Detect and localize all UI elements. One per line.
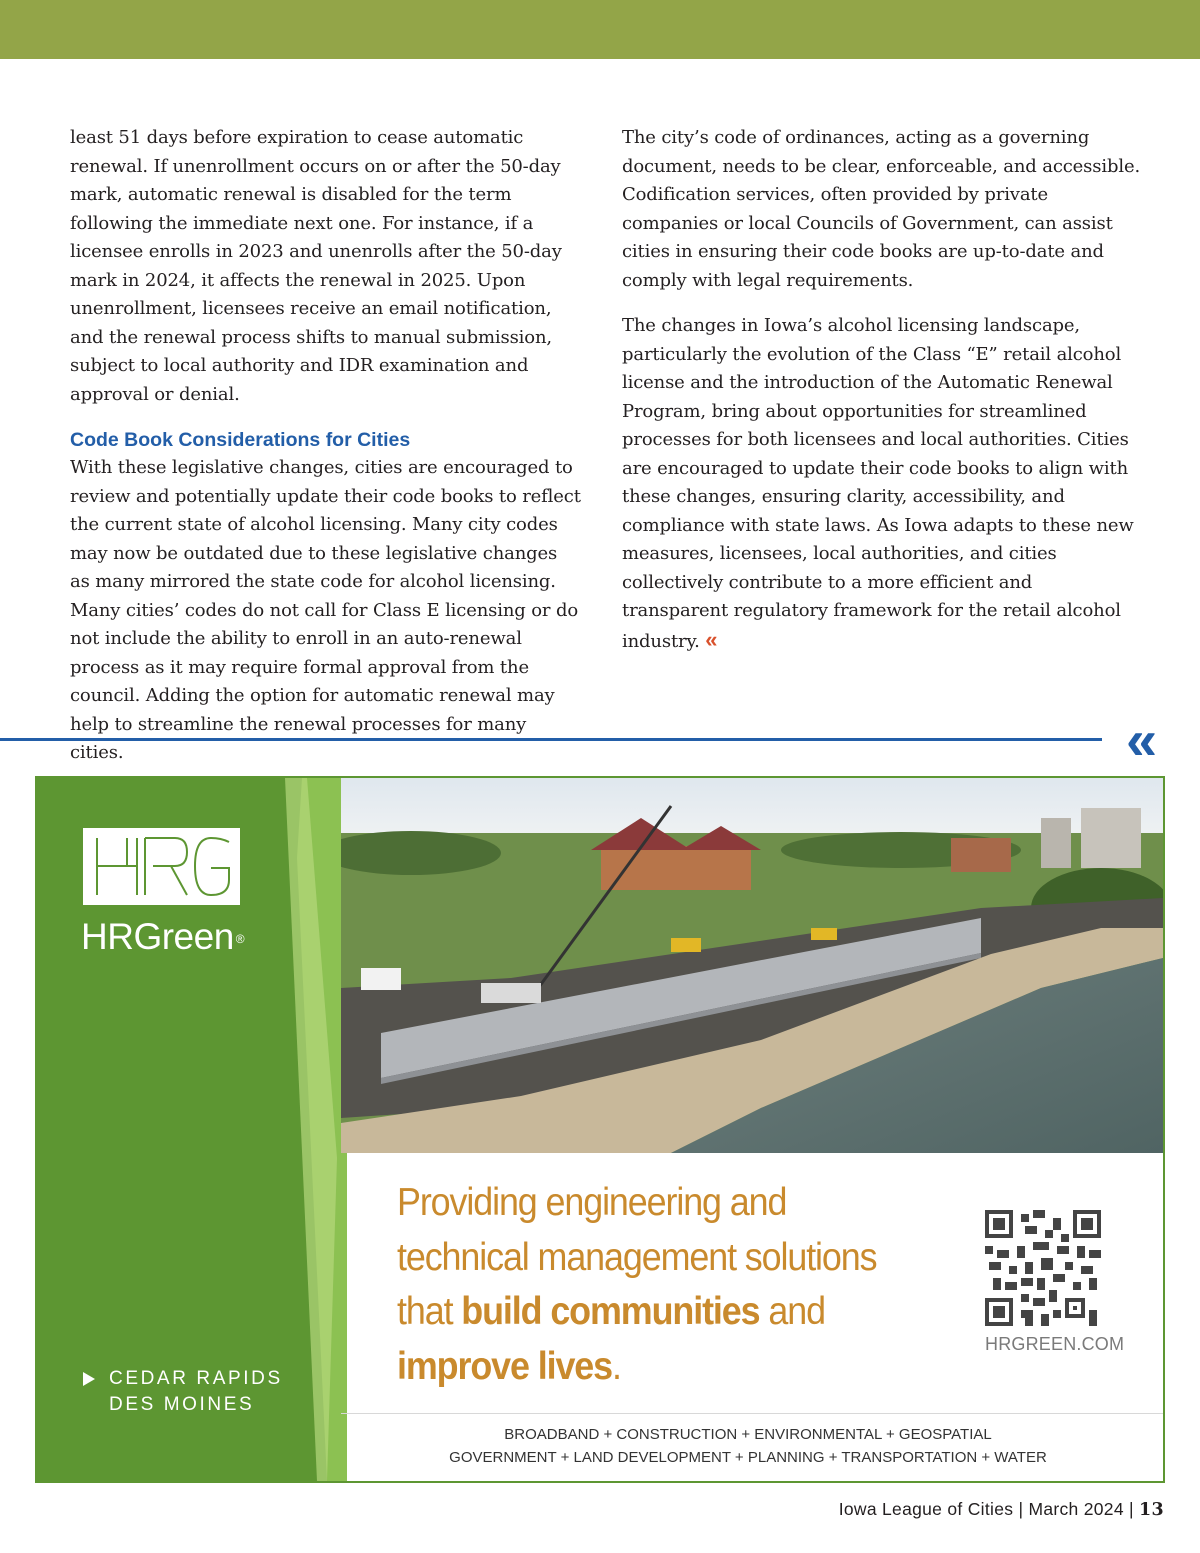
location-label: DES MOINES <box>109 1394 255 1415</box>
hrgreen-advertisement[interactable] <box>35 776 1165 1483</box>
ad-divider <box>341 1413 1163 1414</box>
page-number: 13 <box>1139 1500 1164 1520</box>
paragraph-text: The changes in Iowa’s alcohol licensing landscape, particularly the evolution of the Class “E” retail alcohol license and the introduction of the Automatic Renewal Program, bring about opportunities for streamlined processes for both licensees and local authorities. Cities are encouraged to update their code books to align with these changes, ensuring clarity, accessibility, and compliance with state laws. As Iowa adapts to these new measures, licensees, local authorities, and cities collectively contribute to a more efficient and transparent regulatory framework for the retail alcohol industry. <box>622 315 1134 652</box>
company-url[interactable]: HRGREEN.COM <box>985 1334 1125 1354</box>
article-left-column <box>70 124 582 785</box>
top-color-band <box>0 0 1200 59</box>
paragraph: With these legislative changes, cities are encouraged to review and potentially update their code books to reflect the current state of alcohol licensing. Many city codes may now be outdated due to these legislative changes as many mirrored the state code for alcohol licensing. Many cities’ codes do not call for Class E licensing or do not include the ability to enroll in an auto-renewal process as it may require formal approval from the council. Adding the option for automatic renewal may help to streamline the renewal processes for many cities. <box>70 457 581 763</box>
registered-mark: ® <box>235 932 245 947</box>
services-list <box>347 1423 1149 1469</box>
qr-code-icon[interactable] <box>985 1210 1101 1326</box>
section-divider <box>0 738 1102 741</box>
tagline-line: technical management solutions <box>397 1235 877 1279</box>
publication-info: Iowa League of Cities | March 2024 | <box>838 1499 1140 1519</box>
article-right-column <box>622 124 1142 673</box>
tagline-line: that build communities and <box>397 1290 825 1333</box>
hrg-logo-mark <box>83 828 240 905</box>
paragraph <box>622 312 1142 656</box>
levee-construction-photo <box>341 778 1163 1153</box>
paragraph: least 51 days before expiration to cease automatic renewal. If unenrollment occurs on or after the 50-day mark, automatic renewal is disabled for the term following the immediate next one. For instance, if a licensee enrolls in 2023 and unenrolls after the 50-day mark in 2024, it affects the renewal in 2025. Upon unenrollment, licensees receive an email notification, and the renewal process shifts to manual submission, subject to local authority and IDR examination and approval or denial. <box>70 127 562 405</box>
tagline-line: improve lives. <box>397 1344 621 1388</box>
article-end-mark: « <box>705 626 718 652</box>
paragraph: The city’s code of ordinances, acting as a governing document, needs to be clear, enforceable, and accessible. Codification services, often provided by private companies or local Councils of Government, can assist cities in ensuring their code books are up-to-date and comply with legal requirements. <box>622 127 1141 291</box>
services-line: GOVERNMENT + LAND DEVELOPMENT + PLANNING + TRANSPORTATION + WATER <box>449 1449 1047 1466</box>
play-triangle-icon <box>83 1372 95 1386</box>
tagline-line: Providing engineering and <box>397 1181 787 1224</box>
section-heading: Code Book Considerations for Cities <box>70 429 411 451</box>
office-locations <box>83 1366 283 1418</box>
ad-tagline <box>397 1176 912 1394</box>
company-logo-name: HRGreen ® <box>81 916 245 957</box>
location-label: CEDAR RAPIDS <box>109 1368 283 1389</box>
services-line: BROADBAND + CONSTRUCTION + ENVIRONMENTAL + GEOSPATIAL <box>504 1426 992 1443</box>
divider-chevron-icon: « <box>1126 708 1152 771</box>
page-footer <box>839 1499 1164 1520</box>
